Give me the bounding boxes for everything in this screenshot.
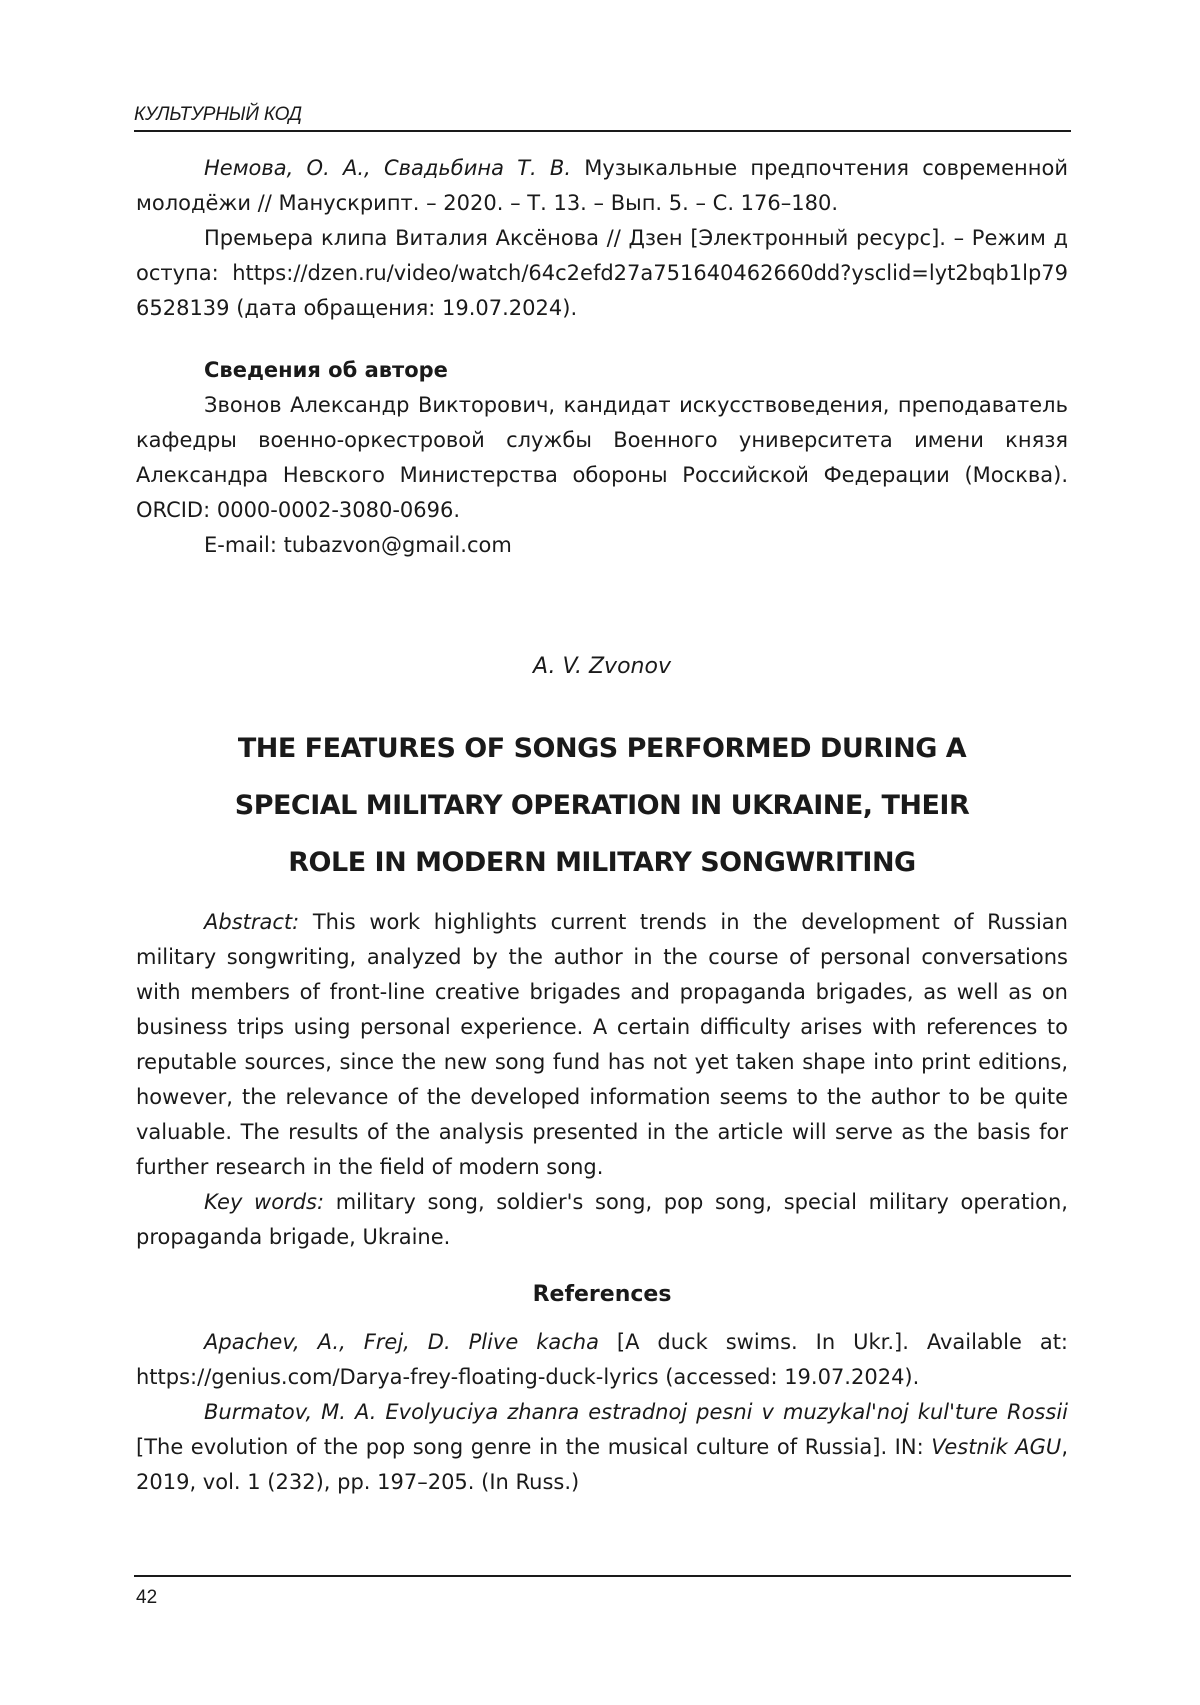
reference-1-title: Apachev, A., Frej, D. Plive kacha — [204, 1330, 599, 1354]
keywords-label: Key words: — [204, 1190, 325, 1214]
reference-2 — [136, 1395, 1068, 1500]
abstract-label: Abstract: — [204, 910, 300, 934]
author-byline: A. V. Zvonov — [533, 654, 671, 679]
running-header: КУЛЬТУРНЫЙ КОД — [134, 104, 1071, 132]
abstract — [136, 905, 1068, 1185]
reference-1 — [136, 1325, 1068, 1395]
abstract-text: This work highlights current trends in the development of Russian military songwriting, analyzed by the author in the course of personal conversations with members of front-line creative brigades and propaganda brigades, as well as on business trips using personal experience. A certain difficulty arises with references to reputable sources, since the new song fund has not yet taken shape into print editions, however, the relevance of the developed information seems to the author to be quite valuable. The results of the analysis presented in the article will serve as the basis for further research in the field of modern song. — [136, 910, 1068, 1179]
keywords-text: military song, soldier's song, pop song, special military operation, propaganda brigade, Ukraine. — [136, 1190, 1068, 1249]
reference-2-title: Burmatov, M. A. Evolyuciya zhanra estradnoj pesni v muzykal'noj kul'ture Rossii — [204, 1400, 1068, 1424]
author-bio: Звонов Александр Викторович, кандидат искусствоведения, преподаватель кафедры военно-оркестровой службы Военного университета имени князя Александра Невского Министерства обороны Российской Федерации (Москва). ORCID: 0000-0002-3080-0696. — [136, 393, 1068, 522]
page-body — [136, 151, 1068, 1500]
reference-1-rest: [A duck swims. In Ukr.]. Available at: https://genius.com/Darya-frey-floating-duck-lyrics (accessed: 19.07.2024). — [136, 1330, 1068, 1389]
reference-2-details: , 2019, vol. 1 (232), pp. 197–205. (In Russ.) — [136, 1435, 1068, 1494]
references-heading: References — [532, 1282, 672, 1307]
ru-reference-1-text: Музыкальные предпочтения современной молодёжи // Манускрипт. – 2020. – Т. 13. – Вып. 5. – С. 176–180. — [136, 156, 1068, 215]
ru-reference-2: Премьера клипа Виталия Аксёнова // Дзен [Электронный ресурс]. – Режим доступа: https://dzen.ru/video/watch/64c2efd27a751640462660dd?ysclid=lyt2bqb1lp796528139 (дата обращения: 19.07.2024). — [136, 226, 1068, 320]
keywords — [136, 1185, 1068, 1255]
ru-reference-1 — [136, 151, 1068, 221]
ru-reference-1-authors: Немова, О. А., Свадьбина Т. В. — [204, 156, 572, 180]
author-info-heading: Сведения об авторе — [204, 358, 448, 382]
page-number: 42 — [136, 1587, 158, 1608]
footer-rule — [134, 1575, 1071, 1577]
author-email: E-mail: tubazvon@gmail.com — [204, 533, 512, 557]
reference-2-journal: Vestnik AGU — [931, 1435, 1062, 1459]
reference-2-rest: [The evolution of the pop song genre in the musical culture of Russia]. IN: — [136, 1435, 932, 1459]
article-title: THE FEATURES OF SONGS PERFORMED DURING A SPECIAL MILITARY OPERATION IN UKRAINE, THEIR ROLE IN MODERN MILITARY SONGWRITING — [234, 733, 970, 878]
